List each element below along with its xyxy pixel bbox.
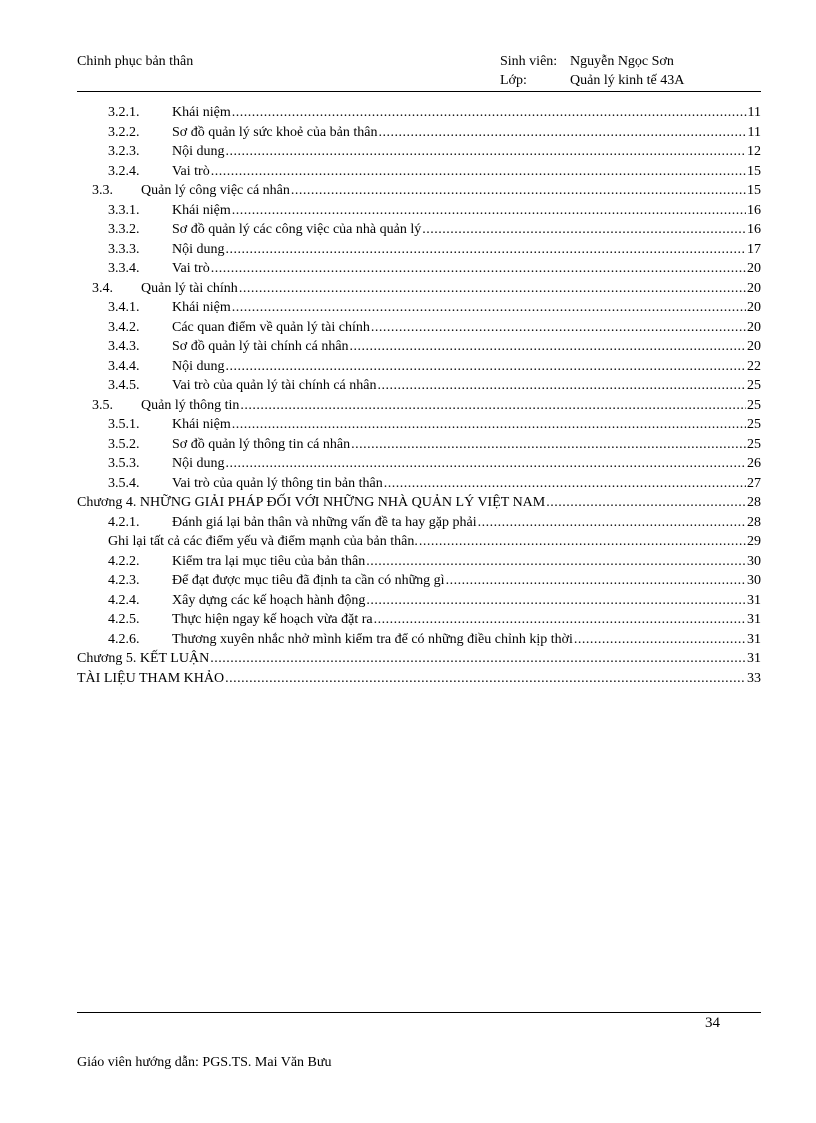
- dot-leader: [366, 552, 746, 572]
- running-header: [77, 54, 761, 94]
- dot-leader: [371, 318, 746, 338]
- dot-leader: [546, 493, 746, 513]
- toc-entry-line: [172, 240, 761, 260]
- toc-entry[interactable]: [77, 610, 761, 630]
- toc-entry[interactable]: [77, 415, 761, 435]
- toc-entry[interactable]: [77, 474, 761, 494]
- toc-entry[interactable]: [77, 552, 761, 572]
- toc-entry-page: 31: [747, 651, 761, 666]
- toc-entry-page: 16: [747, 202, 761, 218]
- toc-entry-line: [172, 630, 761, 650]
- dot-leader: [291, 181, 746, 201]
- toc-entry-line: [77, 649, 761, 669]
- toc-entry-line: [172, 435, 761, 455]
- dot-leader: [226, 454, 747, 474]
- toc-entry[interactable]: [77, 142, 761, 162]
- toc-entry-line: [172, 220, 761, 240]
- toc-entry[interactable]: [77, 357, 761, 377]
- dot-leader: [446, 571, 746, 591]
- toc-entry-page: 17: [747, 241, 761, 257]
- toc-entry-number: 3.3.1.: [108, 202, 140, 218]
- toc-entry-page: 16: [747, 222, 761, 237]
- toc-entry-page: 20: [747, 261, 761, 276]
- toc-entry-title: Các quan điểm về quản lý tài chính: [172, 319, 370, 335]
- toc-entry-title: Đánh giá lại bản thân và những vấn đề ta hay gặp phải: [172, 514, 477, 530]
- dot-leader: [210, 649, 746, 669]
- toc-entry-page: 33: [747, 670, 761, 686]
- toc-entry-title: Nội dung: [172, 241, 225, 257]
- toc-entry-title: Nội dung: [172, 358, 225, 374]
- toc-entry-title: Khái niệm: [172, 202, 231, 218]
- dot-leader: [478, 513, 746, 533]
- toc-entry-line: [172, 376, 761, 396]
- toc-entry[interactable]: [77, 376, 761, 396]
- toc-entry-line: [172, 103, 761, 123]
- toc-entry-title: Khái niệm: [172, 105, 231, 120]
- toc-entry-number: 4.2.4.: [108, 592, 140, 608]
- dot-leader: [351, 435, 746, 455]
- page-number: 34: [705, 1015, 720, 1031]
- toc-entry[interactable]: [77, 201, 761, 221]
- toc-entry-line: [172, 162, 761, 182]
- toc-entry-line: [172, 337, 761, 357]
- toc-entry[interactable]: [77, 571, 761, 591]
- toc-entry-title: Quản lý công việc cá nhân: [141, 183, 290, 198]
- toc-entry-number: 3.4.5.: [108, 378, 140, 393]
- toc-entry[interactable]: [77, 318, 761, 338]
- toc-entry-title: Vai trò: [172, 163, 210, 179]
- toc-entry-line: [172, 474, 761, 494]
- dot-leader: [226, 240, 747, 260]
- toc-entry-title: TÀI LIỆU THAM KHẢO: [77, 670, 225, 686]
- toc-entry-page: 25: [747, 436, 761, 452]
- dot-leader: [377, 376, 746, 396]
- dot-leader: [232, 103, 747, 123]
- toc-entry-number: 4.2.1.: [108, 514, 140, 530]
- toc-entry-number: 3.3.3.: [108, 241, 140, 257]
- toc-entry-line: [141, 181, 761, 201]
- dot-leader: [226, 357, 747, 377]
- toc-entry-number: 3.2.1.: [108, 105, 140, 120]
- toc-entry-number: 3.2.2.: [108, 124, 140, 140]
- dot-leader: [232, 298, 746, 318]
- student-row: [500, 54, 684, 73]
- toc-entry-page: 25: [747, 397, 761, 413]
- toc-entry-title: Quản lý thông tin: [141, 397, 240, 413]
- toc-entry-page: 12: [747, 144, 761, 159]
- document-title: Chinh phục bản thân: [77, 54, 194, 69]
- student-name: Nguyễn Ngọc Sơn: [570, 54, 674, 69]
- toc-entry-title: Khái niệm: [172, 417, 231, 432]
- footer-divider: [77, 1012, 761, 1013]
- toc-entry[interactable]: [77, 454, 761, 474]
- toc-entry-line: [77, 669, 761, 689]
- toc-entry-title: Để đạt được mục tiêu đã định ta cần có những gì: [172, 573, 445, 588]
- toc-entry-number: 3.2.4.: [108, 163, 140, 179]
- toc-entry-number: 3.5.1.: [108, 417, 140, 432]
- toc-entry-number: 3.2.3.: [108, 144, 140, 159]
- toc-entry-number: 3.4.1.: [108, 300, 140, 315]
- toc-entry[interactable]: [77, 493, 761, 513]
- toc-entry-page: 30: [747, 573, 761, 588]
- toc-entry[interactable]: [77, 220, 761, 240]
- toc-entry-title: Ghi lại tất cả các điểm yếu và điểm mạnh của bản thân.: [108, 534, 418, 549]
- toc-entry-line: [172, 610, 761, 630]
- toc-entry[interactable]: [77, 649, 761, 669]
- toc-entry-page: 20: [747, 319, 761, 335]
- dot-leader: [379, 123, 747, 143]
- dot-leader: [350, 337, 746, 357]
- toc-entry-line: [172, 454, 761, 474]
- dot-leader: [239, 279, 746, 299]
- toc-entry-line: [172, 571, 761, 591]
- toc-entry-number: 3.4.3.: [108, 339, 140, 354]
- toc-entry-line: [172, 142, 761, 162]
- toc-entry-line: [172, 201, 761, 221]
- toc-entry-title: Thực hiện ngay kế hoạch vừa đặt ra: [172, 612, 373, 627]
- header-divider: [77, 91, 761, 92]
- toc-entry-number: 3.5.: [92, 397, 113, 413]
- dot-leader: [211, 259, 746, 279]
- dot-leader: [374, 610, 746, 630]
- toc-entry-title: Xây dựng các kế hoạch hành động: [172, 592, 366, 608]
- toc-entry-number: 3.5.3.: [108, 456, 140, 471]
- toc-entry-title: Sơ đồ quản lý thông tin cá nhân: [172, 436, 351, 452]
- student-label: Sinh viên:: [500, 54, 558, 69]
- toc-entry-number: 4.2.2.: [108, 553, 140, 569]
- toc-entry-line: [172, 259, 761, 279]
- toc-entry-number: 3.3.4.: [108, 261, 140, 276]
- toc-entry-page: 15: [747, 183, 761, 198]
- toc-entry-number: 3.4.: [92, 280, 113, 296]
- toc-entry-line: [172, 415, 761, 435]
- dot-leader: [232, 415, 746, 435]
- toc-entry-number: 3.4.4.: [108, 358, 140, 374]
- toc-entry[interactable]: [77, 123, 761, 143]
- toc-entry[interactable]: [77, 435, 761, 455]
- toc-entry[interactable]: [77, 103, 761, 123]
- toc-entry[interactable]: [77, 396, 761, 416]
- toc-entry-page: 15: [747, 163, 761, 179]
- toc-entry-page: 25: [747, 417, 761, 432]
- toc-entry-number: 3.3.2.: [108, 222, 140, 237]
- toc-entry-page: 22: [747, 358, 761, 374]
- toc-entry-title: Sơ đồ quản lý tài chính cá nhân: [172, 339, 349, 354]
- toc-entry-title: Nội dung: [172, 456, 225, 471]
- toc-entry-title: Kiểm tra lại mục tiêu của bản thân: [172, 553, 366, 569]
- toc-entry-page: 28: [747, 495, 761, 510]
- toc-entry-page: 30: [747, 553, 761, 569]
- toc-entry[interactable]: [77, 259, 761, 279]
- toc-entry-line: [77, 493, 761, 513]
- dot-leader: [226, 142, 747, 162]
- toc-entry[interactable]: [77, 513, 761, 533]
- toc-entry-page: 11: [747, 105, 761, 120]
- toc-entry[interactable]: [77, 669, 761, 689]
- toc-entry-title: Sơ đồ quản lý sức khoẻ của bản thân: [172, 124, 378, 140]
- toc-entry-page: 31: [747, 592, 761, 608]
- toc-entry-line: [172, 318, 761, 338]
- toc-entry-line: [172, 357, 761, 377]
- toc-entry-page: 11: [747, 124, 761, 140]
- toc-entry-number: 4.2.5.: [108, 612, 140, 627]
- toc-entry[interactable]: [77, 279, 761, 299]
- toc-entry-page: 20: [747, 280, 761, 296]
- toc-entry-title: Chương 5. KẾT LUẬN: [77, 651, 210, 666]
- toc-entry-line: [172, 591, 761, 611]
- toc-entry-page: 28: [747, 514, 761, 530]
- dot-leader: [574, 630, 746, 650]
- dot-leader: [419, 532, 746, 552]
- toc-entry-line: [141, 396, 761, 416]
- toc-entry-title: Thương xuyên nhắc nhở mình kiểm tra để có những điều chỉnh kịp thời: [172, 631, 573, 647]
- dot-leader: [240, 396, 746, 416]
- toc-entry-page: 29: [747, 534, 761, 549]
- toc-entry[interactable]: [77, 298, 761, 318]
- toc-entry-title: Quản lý tài chính: [141, 280, 238, 296]
- toc-entry-page: 31: [747, 612, 761, 627]
- toc-entry[interactable]: [77, 591, 761, 611]
- toc-entry[interactable]: [77, 532, 761, 552]
- toc-entry-number: 4.2.3.: [108, 573, 140, 588]
- toc-entry-page: 20: [747, 339, 761, 354]
- table-of-contents: [77, 103, 761, 688]
- toc-entry[interactable]: [77, 162, 761, 182]
- toc-entry-page: 20: [747, 300, 761, 315]
- dot-leader: [384, 474, 746, 494]
- toc-entry-page: 27: [747, 475, 761, 491]
- toc-entry[interactable]: [77, 630, 761, 650]
- toc-entry[interactable]: [77, 337, 761, 357]
- toc-entry-number: 3.5.2.: [108, 436, 140, 452]
- class-label: Lớp:: [500, 73, 527, 88]
- toc-entry[interactable]: [77, 181, 761, 201]
- toc-entry-page: 25: [747, 378, 761, 393]
- toc-entry-number: 4.2.6.: [108, 631, 140, 647]
- toc-entry-title: Vai trò: [172, 261, 210, 276]
- dot-leader: [225, 669, 746, 689]
- student-info: [500, 54, 684, 92]
- toc-entry-title: Vai trò của quản lý thông tin bản thân: [172, 475, 383, 491]
- toc-entry-number: 3.4.2.: [108, 319, 140, 335]
- advisor-line: Giáo viên hướng dẫn: PGS.TS. Mai Văn Bưu: [77, 1055, 332, 1070]
- toc-entry-number: 3.5.4.: [108, 475, 140, 491]
- toc-entry-title: Nội dung: [172, 144, 225, 159]
- toc-entry-line: [172, 552, 761, 572]
- toc-entry-title: Chương 4. NHỮNG GIẢI PHÁP ĐỐI VỚI NHỮNG NHÀ QUẢN LÝ VIỆT NAM: [77, 495, 546, 510]
- dot-leader: [211, 162, 746, 182]
- dot-leader: [422, 220, 746, 240]
- toc-entry-line: [108, 532, 761, 552]
- dot-leader: [232, 201, 746, 221]
- dot-leader: [366, 591, 746, 611]
- toc-entry-line: [172, 123, 761, 143]
- toc-entry-title: Khái niệm: [172, 300, 231, 315]
- toc-entry-line: [172, 513, 761, 533]
- toc-entry-line: [141, 279, 761, 299]
- class-name: Quản lý kinh tế 43A: [570, 73, 685, 88]
- toc-entry-title: Sơ đồ quản lý các công việc của nhà quản lý: [172, 222, 422, 237]
- toc-entry-number: 3.3.: [92, 183, 113, 198]
- class-row: [500, 73, 684, 92]
- toc-entry-page: 26: [747, 456, 761, 471]
- toc-entry-line: [172, 298, 761, 318]
- toc-entry[interactable]: [77, 240, 761, 260]
- toc-entry-title: Vai trò của quản lý tài chính cá nhân: [172, 378, 377, 393]
- toc-entry-page: 31: [747, 631, 761, 647]
